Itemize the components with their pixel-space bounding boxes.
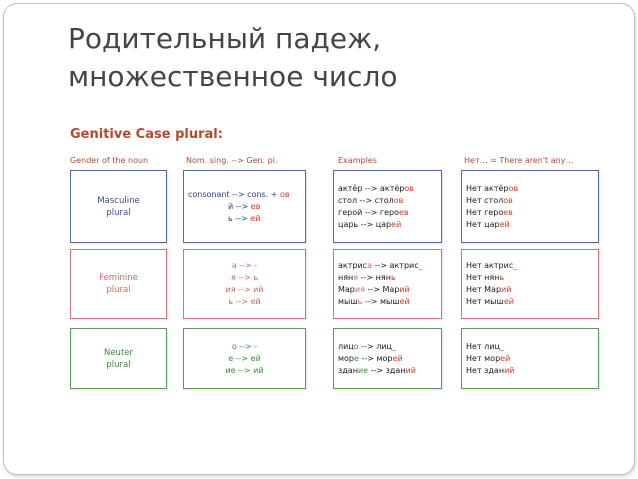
rule-cell-masculine bbox=[183, 170, 306, 243]
gender-sublabel: plural bbox=[106, 285, 131, 295]
slide-title-line-1: Родительный падеж, bbox=[68, 22, 382, 55]
negation-line: Нет мышей bbox=[466, 297, 514, 306]
rule-line: ь --> ей bbox=[228, 297, 261, 306]
rule-cell-neuter bbox=[183, 328, 306, 389]
table-title: Genitive Case plural: bbox=[70, 127, 223, 142]
negation-line: Нет морей bbox=[466, 353, 511, 363]
gender-label: Neuter bbox=[103, 347, 134, 358]
negation-line: Нет Марий bbox=[466, 285, 512, 294]
negation-line: Нет лиц_ bbox=[466, 341, 504, 351]
negation-line: Нет царей bbox=[466, 219, 510, 229]
example-line: стол --> столов bbox=[338, 195, 404, 205]
rule-line: ие --> ий bbox=[225, 365, 264, 375]
negation-line: Нет зданий bbox=[466, 365, 515, 375]
example-line: актёр --> актёров bbox=[338, 183, 414, 193]
rule-line: consonant --> cons. + ов bbox=[188, 189, 290, 199]
column-header-examples: Examples bbox=[338, 156, 377, 165]
example-line: царь --> царей bbox=[338, 219, 402, 229]
example-line: море --> морей bbox=[338, 353, 403, 363]
rule-line: е --> ей bbox=[228, 353, 261, 363]
rule-line: о --> - bbox=[231, 341, 258, 351]
example-line: Мария --> Марий bbox=[338, 285, 410, 294]
rule-line: й --> ев bbox=[228, 201, 261, 211]
example-line: актриса --> актрис_ bbox=[338, 261, 423, 270]
example-line: герой --> героев bbox=[338, 207, 409, 217]
rule-line: а --> - bbox=[231, 261, 258, 270]
gender-sublabel: plural bbox=[106, 207, 131, 218]
example-line: мышь --> мышей bbox=[338, 297, 410, 306]
gender-label: Masculine bbox=[97, 195, 140, 206]
negation-line: Нет актёров bbox=[466, 183, 519, 193]
examples-cell-masculine bbox=[333, 170, 442, 243]
negation-line: Нет столов bbox=[466, 195, 513, 205]
negation-line: Нет актрис_ bbox=[466, 261, 518, 270]
column-header-negation: Нет… = There aren't any… bbox=[464, 156, 574, 165]
gender-cell-feminine bbox=[70, 249, 167, 319]
gender-label: Feminine bbox=[99, 273, 138, 283]
gender-cell-neuter bbox=[70, 328, 167, 389]
gender-sublabel: plural bbox=[106, 359, 131, 370]
examples-cell-feminine bbox=[333, 249, 442, 319]
rule-line: ия --> ий bbox=[225, 285, 264, 294]
rule-line: ь --> ей bbox=[228, 213, 261, 223]
rule-line: я --> ь bbox=[230, 273, 259, 282]
slide-title-line-2: множественное число bbox=[68, 60, 398, 93]
slide-title bbox=[68, 20, 588, 96]
rule-cell-feminine bbox=[183, 249, 306, 319]
column-header-gender: Gender of the noun bbox=[70, 156, 149, 165]
negation-line: Нет героев bbox=[466, 207, 513, 217]
example-line: лицо --> лиц_ bbox=[338, 341, 396, 351]
examples-cell-neuter bbox=[333, 328, 442, 389]
example-line: здание --> зданий bbox=[338, 365, 416, 375]
gender-cell-masculine bbox=[70, 170, 167, 243]
negation-cell-feminine bbox=[461, 249, 599, 319]
negation-cell-neuter bbox=[461, 328, 599, 389]
negation-line: Нет нянь bbox=[466, 273, 505, 282]
column-header-rule: Nom. sing. --> Gen. pl. bbox=[186, 156, 278, 165]
example-line: няня --> нянь bbox=[338, 273, 396, 282]
negation-cell-masculine bbox=[461, 170, 599, 243]
